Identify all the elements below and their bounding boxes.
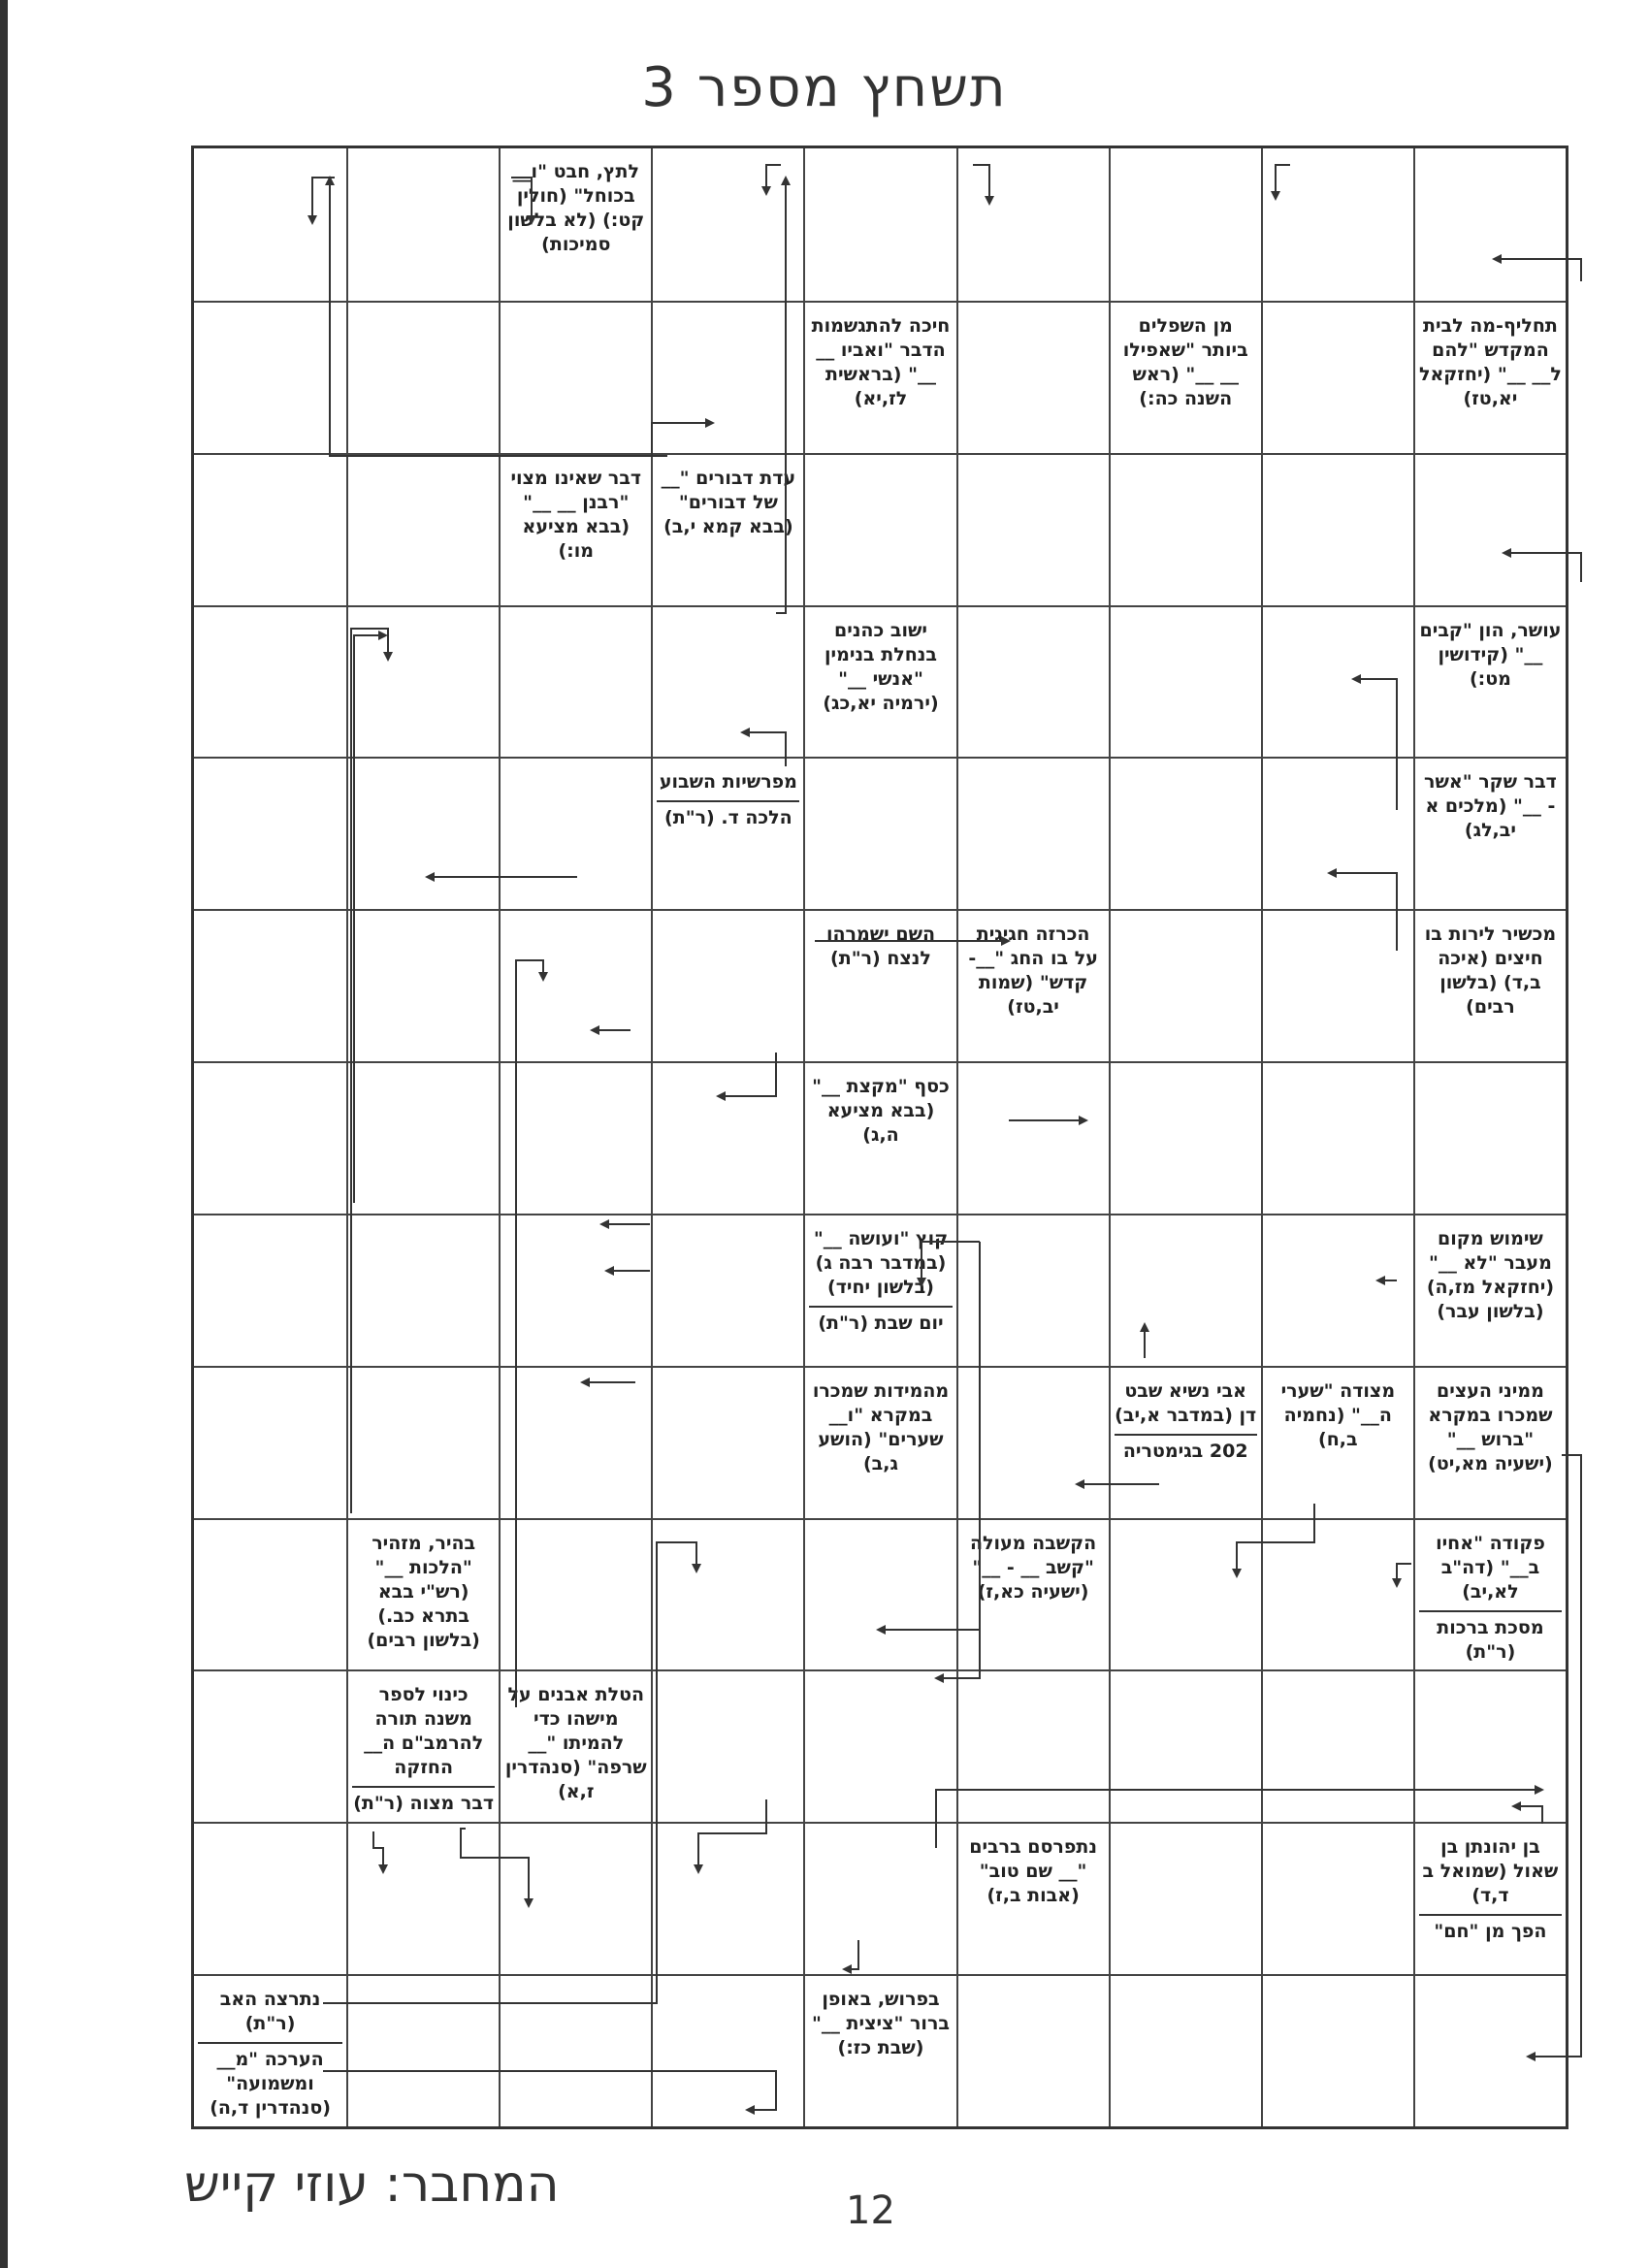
grid-cell[interactable] bbox=[499, 1822, 651, 1974]
clue-cell bbox=[956, 1822, 1109, 1974]
clue-text bbox=[1111, 1379, 1261, 1464]
grid-cell[interactable] bbox=[1109, 909, 1261, 1061]
clue-main: הכרזה חגיגית על בו החג "__-קדש" (שמות יב,טז) bbox=[968, 923, 1098, 1019]
clue-cell bbox=[956, 1518, 1109, 1670]
grid-cell[interactable] bbox=[194, 1061, 346, 1214]
grid-cell[interactable] bbox=[1261, 1822, 1413, 1974]
clue-main: מפרשיות השבוע bbox=[659, 771, 797, 794]
clue-text bbox=[958, 923, 1109, 1020]
grid-cell[interactable] bbox=[346, 453, 499, 605]
clue-text bbox=[805, 1075, 955, 1148]
grid-cell[interactable] bbox=[194, 301, 346, 453]
grid-cell[interactable] bbox=[1109, 1061, 1261, 1214]
grid-cell[interactable] bbox=[1109, 1518, 1261, 1670]
clue-main: דבר שאינו מצוי "רבנן __ __" (בבא מציעא מו:) bbox=[510, 467, 642, 562]
clue-cell bbox=[803, 1974, 955, 2126]
grid-cell[interactable] bbox=[346, 301, 499, 453]
clue-main: הקשבה מעולה "קשב __ - __" (ישעיה כא,ז) bbox=[970, 1532, 1097, 1603]
grid-cell[interactable] bbox=[1261, 1669, 1413, 1822]
clue-text bbox=[653, 770, 803, 830]
grid-cell[interactable] bbox=[194, 1518, 346, 1670]
grid-cell[interactable] bbox=[1413, 148, 1566, 301]
clue-text bbox=[348, 1532, 499, 1653]
grid-cell[interactable] bbox=[194, 1822, 346, 1974]
grid-cell[interactable] bbox=[803, 148, 955, 301]
clue-main: פקודה "אחיו ב__" (דה"ב לא,יב) bbox=[1436, 1532, 1545, 1603]
page-title: תשחץ מספר 3 bbox=[641, 56, 1008, 119]
clue-cell bbox=[346, 1518, 499, 1670]
grid-cell[interactable] bbox=[651, 605, 803, 758]
clue-main: מהמידות שמכרו במקרא "ו__ שערים" (הושע ג,ב) bbox=[812, 1379, 950, 1474]
grid-cell[interactable] bbox=[651, 1669, 803, 1822]
clue-text bbox=[1111, 314, 1261, 411]
grid-cell[interactable] bbox=[194, 1366, 346, 1518]
clue-main: מכשיר לירות בו חיצים (איכה ב,ד) (בלשון רבים) bbox=[1424, 923, 1557, 1019]
grid-cell[interactable] bbox=[346, 1822, 499, 1974]
clue-main: ממיני העצים שמכרו במקרא "ברוש __" (ישעיה מא,יט) bbox=[1428, 1379, 1553, 1474]
grid-cell[interactable] bbox=[651, 1061, 803, 1214]
clue-text bbox=[805, 923, 955, 971]
clue-cell bbox=[1413, 1822, 1566, 1974]
grid-cell[interactable] bbox=[194, 1214, 346, 1366]
grid-cell[interactable] bbox=[1261, 1214, 1413, 1366]
grid-cell[interactable] bbox=[499, 605, 651, 758]
grid-cell[interactable] bbox=[1261, 909, 1413, 1061]
grid-cell[interactable] bbox=[1109, 148, 1261, 301]
grid-cell[interactable] bbox=[499, 1974, 651, 2126]
grid-cell[interactable] bbox=[803, 453, 955, 605]
clue-text bbox=[194, 1988, 346, 2121]
clue-text bbox=[1415, 1532, 1566, 1665]
grid-cell[interactable] bbox=[803, 1822, 955, 1974]
clue-text bbox=[805, 314, 955, 411]
crossword-grid bbox=[191, 146, 1568, 2129]
clue-main: בן יהונתן בן שאול (שמואל ב ד,ד) bbox=[1422, 1836, 1559, 1907]
grid-cell[interactable] bbox=[651, 301, 803, 453]
clue-main: תחליף-מה לבית המקדש "להם ל__ __" (יחזקאל יא,טז) bbox=[1418, 314, 1562, 409]
grid-cell[interactable] bbox=[1109, 605, 1261, 758]
clue-text bbox=[958, 1835, 1109, 1908]
clue-main: נתרצה האב (ר"ת) bbox=[219, 1989, 321, 2035]
clue-text bbox=[1415, 1379, 1566, 1476]
grid-cell[interactable] bbox=[499, 909, 651, 1061]
grid-cell[interactable] bbox=[956, 605, 1109, 758]
grid-cell[interactable] bbox=[803, 757, 955, 909]
grid-cell[interactable] bbox=[1261, 757, 1413, 909]
grid-cell[interactable] bbox=[651, 1214, 803, 1366]
grid-cell[interactable] bbox=[499, 1214, 651, 1366]
clue-cell bbox=[803, 1366, 955, 1518]
clue-cell bbox=[499, 148, 651, 301]
grid-cell[interactable] bbox=[1413, 453, 1566, 605]
clue-main: עדת דבורים "__ של דבורים" (בבא קמא י,ב) bbox=[661, 467, 796, 537]
clue-secondary: הערכה "מ__ ומשמועה" (סנהדרין ד,ה) bbox=[198, 2042, 342, 2121]
grid-cell[interactable] bbox=[346, 1061, 499, 1214]
clue-main: לתץ, חבט "ו__ בכוחל" (חולין קט:) (לא בלשון סמיכות) bbox=[507, 161, 645, 255]
grid-cell[interactable] bbox=[1109, 1669, 1261, 1822]
clue-cell bbox=[194, 1974, 346, 2126]
clue-text bbox=[501, 160, 651, 257]
clue-main: השם ישמרהו לנצח (ר"ת) bbox=[825, 923, 936, 970]
clue-cell bbox=[803, 1214, 955, 1366]
author-credit: המחבר: עוזי קייש bbox=[184, 2155, 560, 2214]
clue-text bbox=[1415, 923, 1566, 1020]
clue-main: כינוי לספר משנה תורה להרמב"ם ה__ החזקה bbox=[364, 1684, 484, 1779]
grid-cell[interactable] bbox=[651, 1822, 803, 1974]
clue-secondary: דבר מצוה (ר"ת) bbox=[352, 1786, 495, 1816]
grid-cell[interactable] bbox=[1413, 1061, 1566, 1214]
clue-text bbox=[501, 1683, 651, 1804]
grid-cell[interactable] bbox=[194, 453, 346, 605]
grid-cell[interactable] bbox=[1261, 301, 1413, 453]
grid-cell[interactable] bbox=[1413, 1974, 1566, 2126]
clue-cell bbox=[651, 453, 803, 605]
clue-text bbox=[805, 1227, 955, 1336]
grid-cell[interactable] bbox=[499, 1366, 651, 1518]
clue-text bbox=[1415, 314, 1566, 411]
grid-cell[interactable] bbox=[194, 757, 346, 909]
clue-cell bbox=[1413, 909, 1566, 1061]
clue-main: חיכה להתגשמות הדבר "ואביו __ __" (בראשית לז,יא) bbox=[811, 314, 951, 409]
clue-text bbox=[805, 1379, 955, 1476]
clue-cell bbox=[651, 757, 803, 909]
clue-cell bbox=[1413, 757, 1566, 909]
grid-cell[interactable] bbox=[1261, 605, 1413, 758]
grid-cell[interactable] bbox=[194, 148, 346, 301]
clue-cell bbox=[1413, 605, 1566, 758]
clue-secondary: יום שבת (ר"ת) bbox=[809, 1306, 952, 1336]
clue-main: בהיר, מזהיר "הלכות __" (רש"י בבא בתרא כב.) (בלשון רבים) bbox=[367, 1532, 480, 1651]
clue-main: עושר, הון "קבים __" (קידושין מט:) bbox=[1419, 619, 1562, 690]
grid-cell[interactable] bbox=[956, 148, 1109, 301]
grid-cell[interactable] bbox=[651, 1518, 803, 1670]
clue-main: מצודה "שערי ה__" (נחמיה ב,ח) bbox=[1280, 1379, 1396, 1450]
clue-secondary: 202 בגימטריה bbox=[1115, 1434, 1257, 1464]
grid-cell[interactable] bbox=[346, 1366, 499, 1518]
clue-main: שימוש מקום מעבר "לא __" (יחזקאל מז,ה) (בלשון עבר) bbox=[1426, 1227, 1555, 1322]
clue-text bbox=[1415, 619, 1566, 692]
clue-cell bbox=[1413, 1366, 1566, 1518]
clue-cell bbox=[803, 1061, 955, 1214]
grid-cell[interactable] bbox=[1413, 1669, 1566, 1822]
clue-text bbox=[501, 467, 651, 564]
clue-main: קוץ "ועושה __" (במדבר רבה ג) (בלשון יחיד) bbox=[813, 1227, 949, 1298]
grid-cell[interactable] bbox=[651, 909, 803, 1061]
grid-cell[interactable] bbox=[956, 453, 1109, 605]
grid-cell[interactable] bbox=[956, 301, 1109, 453]
grid-cell[interactable] bbox=[651, 148, 803, 301]
page-number: 12 bbox=[846, 2188, 895, 2233]
clue-text bbox=[805, 1988, 955, 2060]
clue-cell bbox=[803, 605, 955, 758]
grid-cell[interactable] bbox=[499, 301, 651, 453]
clue-main: מן השפלים ביותר "שאפילו __ __" (ראש השנה כה:) bbox=[1122, 314, 1248, 409]
grid-cell[interactable] bbox=[346, 148, 499, 301]
clue-secondary: הלכה ד. (ר"ת) bbox=[657, 800, 799, 830]
grid-cell[interactable] bbox=[346, 1214, 499, 1366]
page-edge bbox=[0, 0, 8, 2268]
grid-cell[interactable] bbox=[956, 1366, 1109, 1518]
clue-cell bbox=[956, 909, 1109, 1061]
grid-cell[interactable] bbox=[1261, 1061, 1413, 1214]
grid-cell[interactable] bbox=[1109, 1974, 1261, 2126]
clue-text bbox=[1415, 770, 1566, 843]
clue-main: דבר שקר "אשר - __" (מלכים א יב,לג) bbox=[1424, 771, 1557, 842]
grid-cell[interactable] bbox=[194, 605, 346, 758]
clue-secondary: מסכת ברכות (ר"ת) bbox=[1419, 1610, 1562, 1665]
clue-main: נתפרסם ברבים "__ שם טוב" (אבות ב,ז) bbox=[969, 1836, 1097, 1907]
grid-cell[interactable] bbox=[346, 757, 499, 909]
grid-cell[interactable] bbox=[1261, 148, 1413, 301]
clue-text bbox=[1415, 1227, 1566, 1324]
grid-cell[interactable] bbox=[499, 1061, 651, 1214]
grid-cell[interactable] bbox=[956, 1974, 1109, 2126]
clue-text bbox=[1415, 1835, 1566, 1944]
clue-main: הטלת אבנים על מישהו כדי להמיתו "__ שרפה" (סנהדרין ז,א) bbox=[504, 1684, 647, 1803]
clue-cell bbox=[1413, 301, 1566, 453]
grid-cell[interactable] bbox=[651, 1366, 803, 1518]
grid-cell[interactable] bbox=[499, 757, 651, 909]
grid-cell[interactable] bbox=[1261, 453, 1413, 605]
grid-cell[interactable] bbox=[1261, 1518, 1413, 1670]
grid-cell[interactable] bbox=[803, 1518, 955, 1670]
grid-cell[interactable] bbox=[346, 1974, 499, 2126]
clue-cell bbox=[1109, 301, 1261, 453]
grid-cell[interactable] bbox=[346, 605, 499, 758]
clue-cell bbox=[1261, 1366, 1413, 1518]
clue-main: אבי נשיא שבט דן (במדבר א,יב) bbox=[1115, 1379, 1257, 1426]
clue-text bbox=[1263, 1379, 1413, 1452]
grid-cell[interactable] bbox=[194, 1669, 346, 1822]
clue-cell bbox=[803, 909, 955, 1061]
grid-cell[interactable] bbox=[1109, 1822, 1261, 1974]
grid-cell[interactable] bbox=[346, 909, 499, 1061]
clue-main: ישוב כהנים בנחלת בנימין "אנשי __" (ירמיה יא,כג) bbox=[823, 619, 939, 714]
clue-text bbox=[805, 619, 955, 716]
clue-text bbox=[348, 1683, 499, 1816]
clue-cell bbox=[1413, 1518, 1566, 1670]
clue-cell bbox=[1413, 1214, 1566, 1366]
clue-main: כסף "מקצת __" (בבא מציעא ה,ג) bbox=[812, 1076, 950, 1147]
grid-cell[interactable] bbox=[499, 1518, 651, 1670]
grid-cell[interactable] bbox=[956, 1061, 1109, 1214]
grid-cell[interactable] bbox=[1109, 757, 1261, 909]
clue-text bbox=[653, 467, 803, 539]
clue-cell bbox=[346, 1669, 499, 1822]
grid-cell[interactable] bbox=[1109, 1214, 1261, 1366]
clue-text bbox=[958, 1532, 1109, 1604]
grid-cell[interactable] bbox=[956, 757, 1109, 909]
clue-cell bbox=[499, 453, 651, 605]
grid-cell[interactable] bbox=[194, 909, 346, 1061]
grid-cell[interactable] bbox=[956, 1214, 1109, 1366]
clue-cell bbox=[1109, 1366, 1261, 1518]
grid-cell[interactable] bbox=[1261, 1974, 1413, 2126]
clue-main: בפרוש, באופן ברור "ציצית __" (שבת כז:) bbox=[811, 1989, 950, 2059]
clue-cell bbox=[803, 301, 955, 453]
grid-cell[interactable] bbox=[803, 1669, 955, 1822]
grid-cell[interactable] bbox=[651, 1974, 803, 2126]
grid-cell[interactable] bbox=[1109, 453, 1261, 605]
grid-cell[interactable] bbox=[956, 1669, 1109, 1822]
clue-secondary: הפך מן "חם" bbox=[1419, 1914, 1562, 1944]
clue-cell bbox=[499, 1669, 651, 1822]
